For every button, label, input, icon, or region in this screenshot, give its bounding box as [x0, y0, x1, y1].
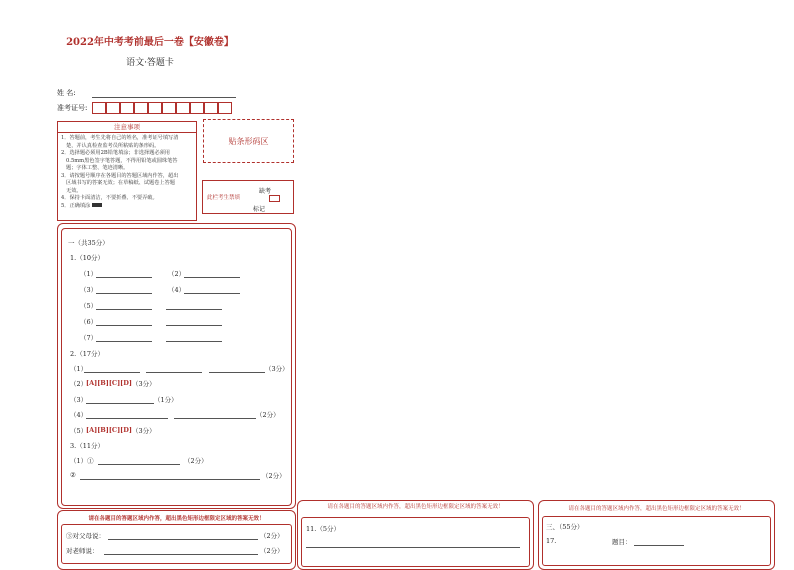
exam-id-box[interactable]: [176, 102, 190, 114]
exam-id-box[interactable]: [148, 102, 162, 114]
col2-warning: 请在各题目的答题区域内作答，超出黑色矩形边框限定区域的答案无效！: [327, 504, 504, 510]
exam-id-box[interactable]: [204, 102, 218, 114]
col1-warning: 请在各题目的答题区域内作答，超出黑色矩形边框限定区域的答案无效！: [88, 516, 265, 522]
q2-4-score: （2分）: [256, 411, 280, 419]
q1-answer-line[interactable]: [96, 293, 152, 294]
exam-id-box[interactable]: [106, 102, 120, 114]
q1-answer-line[interactable]: [96, 277, 152, 278]
q2-1-answer-line[interactable]: [146, 372, 202, 373]
q1-item-label: （1）: [80, 270, 98, 278]
instruction-line: 4．保持卡面清洁，不要折叠、不要弄破。: [61, 195, 158, 201]
q2-5-score: （3分）: [132, 427, 156, 435]
name-field[interactable]: [92, 97, 236, 98]
q2-2-options[interactable]: [A][B][C][D]: [86, 379, 132, 387]
q3-3-answer-line[interactable]: [108, 539, 258, 540]
q1-answer-line[interactable]: [166, 341, 222, 342]
q2-3-answer-line[interactable]: [86, 403, 154, 404]
q2-5-options[interactable]: [A][B][C][D]: [86, 426, 132, 434]
exam-id-box[interactable]: [190, 102, 204, 114]
absent-marker-box: [202, 180, 294, 214]
q2-4-label: （4）: [70, 411, 88, 419]
barcode-area: [203, 119, 294, 163]
topic-label: 题目：: [612, 538, 632, 546]
exam-id-box[interactable]: [134, 102, 148, 114]
q2-label: 2.（17分）: [70, 350, 104, 358]
instruction-line: 3．请按题号顺序在各题目的答题区域内作答，超出: [61, 172, 179, 179]
q3-4-answer-line[interactable]: [104, 554, 258, 555]
q3-3-score: （2分）: [260, 532, 284, 540]
barcode-area-label: 贴条形码区: [228, 136, 269, 146]
q1-item-label: （7）: [80, 334, 98, 342]
q17-label: 17.: [546, 537, 557, 545]
instruction-line: 题；字体工整、笔迹清晰。: [66, 165, 129, 171]
instruction-line: 1．答题前，考生先将自己的姓名，准考证号填写清: [61, 135, 179, 141]
q2-1-answer-line[interactable]: [209, 372, 265, 373]
instruction-line: 楚，并认真检查监考员所粘贴的条形码。: [66, 142, 160, 149]
instruction-line-text: 5．正确填涂: [61, 202, 91, 209]
paper-title: 2022年中考考前最后一卷【安徽卷】: [66, 37, 234, 48]
q2-1-score: （3分）: [265, 365, 289, 373]
absent-checkbox[interactable]: [269, 195, 280, 202]
q2-3-score: （1分）: [154, 396, 178, 404]
exam-id-box[interactable]: [120, 102, 134, 114]
paper-subtitle: 语文·答题卡: [126, 58, 174, 68]
name-label: 姓 名:: [57, 89, 76, 97]
col1-answer-area: [61, 524, 292, 564]
q3-2-answer-line[interactable]: [80, 479, 260, 480]
q1-item-label: （3）: [80, 286, 98, 294]
q3-label: 3.（11分）: [70, 442, 104, 450]
instructions-heading: 注意事项: [58, 122, 196, 133]
absent-label-bottom: 标记: [253, 206, 266, 213]
topic-answer-line[interactable]: [634, 545, 684, 546]
q11-answer-line[interactable]: [306, 547, 520, 548]
q2-2-score: （3分）: [132, 380, 156, 388]
instruction-line: [61, 203, 196, 211]
q1-answer-line[interactable]: [96, 309, 152, 310]
instruction-line: 区域书写的答案无效；在草稿纸、试题卷上答题: [66, 180, 175, 186]
exam-id-box[interactable]: [218, 102, 232, 114]
q2-5-label: （5）: [70, 427, 88, 435]
q1-item-label: （5）: [80, 302, 98, 310]
q1-answer-line[interactable]: [96, 341, 152, 342]
instruction-line: 0.5mm黑色签字笔答题，不得用铅笔或圆珠笔答: [66, 157, 178, 164]
q2-4-answer-line[interactable]: [174, 418, 256, 419]
q1-item-label: （2）: [168, 270, 186, 278]
q2-4-answer-line[interactable]: [86, 418, 168, 419]
q3-1-answer-line[interactable]: [98, 464, 180, 465]
q3-2-label: ②: [70, 471, 76, 479]
exam-id-box[interactable]: [162, 102, 176, 114]
col3-warning: 请在各题目的答题区域内作答，超出黑色矩形边框限定区域的答案无效！: [568, 506, 745, 512]
q1-answer-line[interactable]: [184, 293, 240, 294]
q1-item-label: （6）: [80, 318, 98, 326]
q1-label: 1.（10分）: [70, 254, 104, 262]
absent-label-top: 缺考: [259, 188, 272, 195]
q3-1-score: （2分）: [184, 457, 208, 465]
instructions-box: [57, 121, 197, 221]
q2-3-label: （3）: [70, 396, 88, 404]
absent-note: 此栏考生禁填: [207, 195, 241, 201]
q11-label: 11.（5分）: [306, 525, 340, 533]
q3-4-label: 对老师说：: [66, 547, 99, 555]
q1-item-label: （4）: [168, 286, 186, 294]
q2-1-label: （1）: [70, 365, 88, 373]
q2-2-label: （2）: [70, 380, 88, 388]
q2-1-answer-line[interactable]: [84, 372, 140, 373]
exam-id-box[interactable]: [92, 102, 106, 114]
instruction-line: 无效。: [66, 187, 82, 194]
filled-sample-icon: [92, 203, 102, 207]
q3-2-score: （2分）: [262, 472, 286, 480]
section1-heading: 一（共35分）: [68, 239, 109, 247]
instruction-line: 2．选择题必须用2B铅笔填涂；非选择题必须用: [61, 150, 170, 156]
q1-answer-line[interactable]: [166, 325, 222, 326]
q3-1-label: （1）①: [70, 457, 94, 465]
section3-heading: 三、（55分）: [546, 523, 584, 531]
exam-id-label: 准考证号:: [57, 104, 88, 112]
q3-3-label: ③对父母说：: [66, 532, 105, 540]
q1-answer-line[interactable]: [96, 325, 152, 326]
q3-4-score: （2分）: [260, 547, 284, 555]
q1-answer-line[interactable]: [184, 277, 240, 278]
q1-answer-line[interactable]: [166, 309, 222, 310]
